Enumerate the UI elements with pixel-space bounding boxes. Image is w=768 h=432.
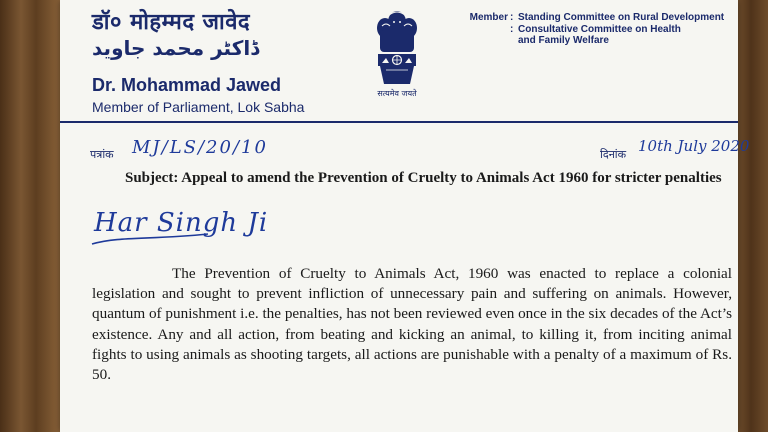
body-text: The Prevention of Cruelty to Animals Act, 1960 was enacted to replace a colonial legislation and sought to prevent infliction of unnecessary pain and suffering on animals. However, quantum of punishment i.e. the penalties, has not been reviewed even once in the six decades of the Act’s existence. Any and all action, from beating and kicking an animal, to killing it, from inciting animal fights to using animals as shooting targets, all actions are punishable with a penalty of a maximum of Rs. 50. [92,265,732,384]
salutation-handwritten: Har Singh Ji [94,208,269,238]
wooden-table-left [0,0,60,432]
reference-label: पत्रांक [90,148,114,161]
committee-memberships: Member : Standing Committee on Rural Development : Consultative Committee on Health and Family Welfare [460,12,735,47]
letterhead-name-english: Dr. Mohammad Jawed [92,75,282,95]
letter-page [60,0,750,432]
national-emblem [372,8,422,104]
committee-item: Consultative Committee on Health [518,23,681,35]
reference-number-handwritten: MJ/LS/20/10 [132,137,268,158]
letterhead-name-urdu: ڈاکٹر محمد جاوید [92,36,260,60]
date-label: दिनांक [600,148,627,161]
lion-capital-icon [374,8,420,86]
committee-item: Standing Committee on Rural Development [518,12,725,23]
emblem-motto: सत्यमेव जयते [377,89,417,98]
letterhead-designation: Member of Parliament, Lok Sabha [92,99,305,115]
subject-line: Subject: Appeal to amend the Prevention of Cruelty to Animals Act 1960 for stricter penalties [125,170,722,186]
letter-body-paragraph [92,264,732,385]
date-handwritten: 10th July 2020 [638,137,750,155]
salutation-underline-stroke [90,230,210,248]
wooden-table-right [734,0,768,432]
committee-item-continued: and Family Welfare [518,35,609,46]
letterhead-name-hindi: डॉ० मोहम्मद जावेद [92,10,251,35]
letterhead-divider [60,121,738,123]
committee-label: Member [469,12,508,23]
